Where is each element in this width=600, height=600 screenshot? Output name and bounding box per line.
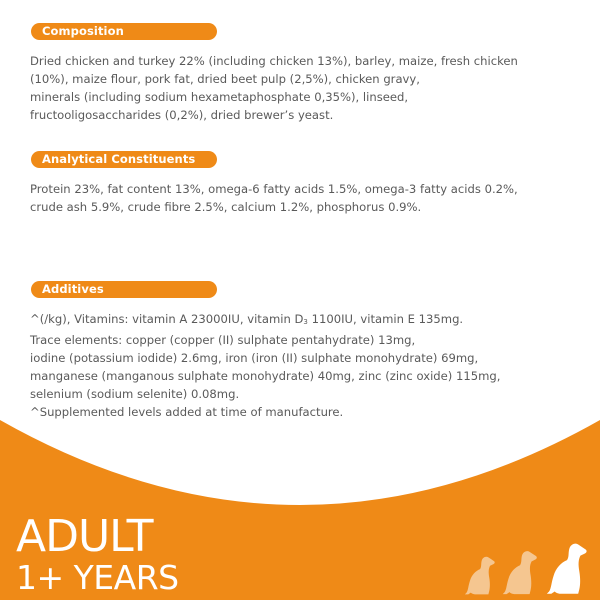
age-title: ADULT xyxy=(16,511,153,562)
analytical-constituents-heading: Analytical Constituents xyxy=(31,151,217,168)
additives-line xyxy=(30,310,591,331)
additives-section xyxy=(31,281,591,421)
composition-heading: Composition xyxy=(31,23,217,40)
age-subtitle: 1+ YEARS xyxy=(16,558,179,597)
dog-large-icon xyxy=(542,540,592,596)
additives-line: manganese (manganous sulphate monohydrate) 40mg, zinc (zinc oxide) 115mg, xyxy=(30,369,501,383)
composition-line: fructooligosaccharides (0,2%), dried brewer’s yeast. xyxy=(30,108,334,122)
additives-line: ^Supplemented levels added at time of manufacture. xyxy=(30,405,344,419)
composition-section xyxy=(31,23,591,124)
additives-heading: Additives xyxy=(31,281,217,298)
dog-small-icon xyxy=(462,554,498,596)
vitamins-text-post: 1100IU, vitamin E 135mg. xyxy=(307,312,464,326)
composition-text xyxy=(30,52,591,124)
composition-line: Dried chicken and turkey 22% (including chicken 13%), barley, maize, fresh chicken xyxy=(30,54,518,68)
analytical-line: Protein 23%, fat content 13%, omega-6 fatty acids 1.5%, omega-3 fatty acids 0.2%, xyxy=(30,182,518,196)
analytical-constituents-section xyxy=(31,151,591,216)
composition-line: (10%), maize flour, pork fat, dried beet pulp (2,5%), chicken gravy, xyxy=(30,72,420,86)
age-badge xyxy=(16,511,179,597)
additives-line: selenium (sodium selenite) 0.08mg. xyxy=(30,387,240,401)
composition-line: minerals (including sodium hexametaphosphate 0,35%), linseed, xyxy=(30,90,409,104)
additives-line: iodine (potassium iodide) 2.6mg, iron (iron (II) sulphate monohydrate) 69mg, xyxy=(30,351,479,365)
dog-size-icons xyxy=(462,540,592,596)
additives-line: Trace elements: copper (copper (II) sulphate pentahydrate) 13mg, xyxy=(30,333,416,347)
dog-medium-icon xyxy=(499,548,541,596)
analytical-line: crude ash 5.9%, crude fibre 2.5%, calcium 1.2%, phosphorus 0.9%. xyxy=(30,200,422,214)
vitamin-d-subscript: 3 xyxy=(303,318,308,326)
analytical-constituents-text xyxy=(30,180,591,216)
vitamins-text-pre: ^(/kg), Vitamins: vitamin A 23000IU, vitamin D xyxy=(30,312,304,326)
additives-text xyxy=(30,310,591,421)
